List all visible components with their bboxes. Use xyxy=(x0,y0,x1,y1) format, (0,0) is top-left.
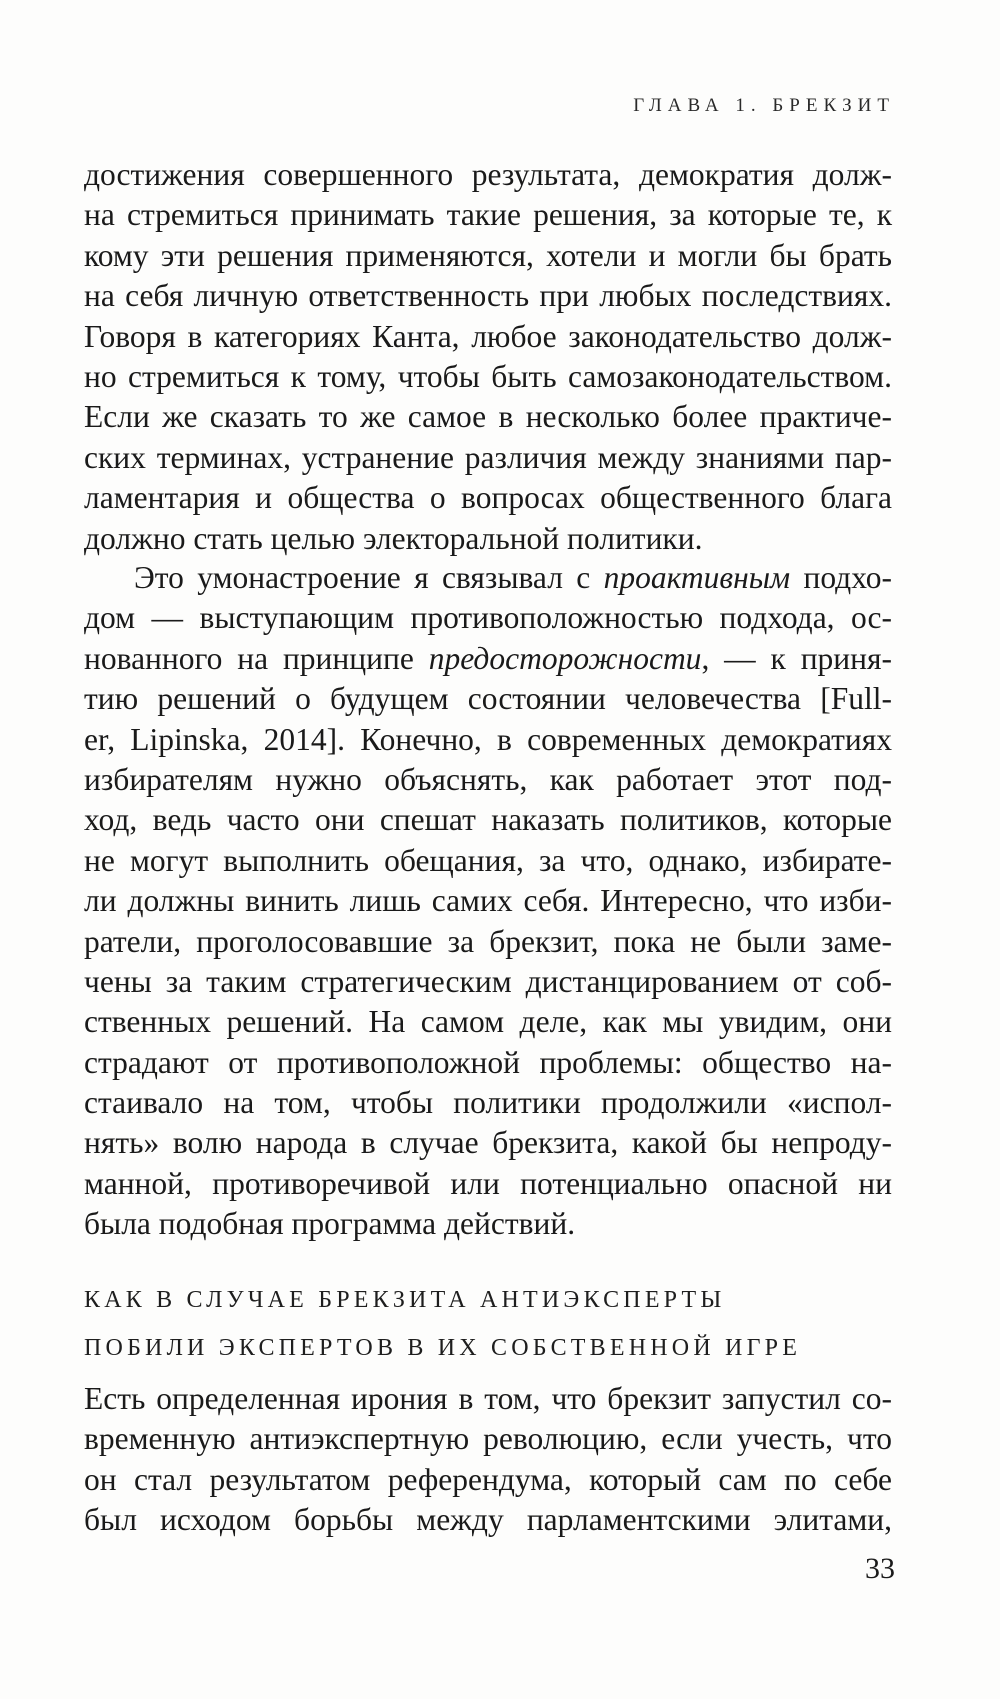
text-line: дом — выступающим противоположностью подхода, ос- xyxy=(84,600,892,636)
text-line xyxy=(84,558,892,598)
text-line: er, Lipinska, 2014]. Конечно, в современных демократиях xyxy=(84,721,892,757)
running-head: ГЛАВА 1. БРЕКЗИТ xyxy=(633,95,895,116)
italic-term: предосторожности xyxy=(428,640,702,676)
text-line: ратели, проголосовавшие за брекзит, пока не были заме- xyxy=(84,923,892,959)
text-run: Это умонастроение я связывал с xyxy=(134,560,604,595)
text-line: временную антиэкспертную революцию, если учесть, что xyxy=(84,1421,892,1457)
text-line: избирателям нужно объяснять, как работает этот под- xyxy=(84,761,892,797)
text-line: ственных решений. На самом деле, как мы увидим, они xyxy=(84,1004,892,1040)
text-line: был исходом борьбы между парламентскими элитами, xyxy=(84,1502,892,1538)
section-heading-line: ПОБИЛИ ЭКСПЕРТОВ В ИХ СОБСТВЕННОЙ ИГРЕ xyxy=(84,1335,802,1361)
paragraph-1 xyxy=(84,155,892,559)
section-heading xyxy=(84,1276,892,1372)
text-line: ли должны винить лишь самих себя. Интересно, что изби- xyxy=(84,883,892,919)
text-line: была подобная программа действий. xyxy=(84,1206,576,1242)
text-line: он стал результатом референдума, который сам по себе xyxy=(84,1461,892,1497)
text-line: Говоря в категориях Канта, любое законодательство долж- xyxy=(84,318,892,354)
text-line: нять» волю народа в случае брекзита, какой бы непроду- xyxy=(84,1125,892,1161)
paragraph-3 xyxy=(84,1379,892,1541)
text-line: достижения совершенного результата, демократия долж- xyxy=(84,157,892,192)
page-number: 33 xyxy=(865,1552,895,1585)
text-run: , — к приня- xyxy=(701,640,892,676)
text-line: чены за таким стратегическим дистанцированием от соб- xyxy=(84,963,892,999)
text-line: должно стать целью электоральной политики. xyxy=(84,520,703,556)
text-line: страдают от противоположной проблемы: общество на- xyxy=(84,1044,892,1080)
text-line: на стремиться принимать такие решения, за которые те, к xyxy=(84,197,892,233)
section-heading-line: КАК В СЛУЧАЕ БРЕКЗИТА АНТИЭКСПЕРТЫ xyxy=(84,1287,726,1313)
text-line: на себя личную ответственность при любых последствиях. xyxy=(84,278,892,314)
italic-term: проактивным xyxy=(603,560,791,595)
paragraph-2 xyxy=(84,558,892,1245)
text-line: но стремиться к тому, чтобы быть самозаконодательством. xyxy=(84,358,892,394)
text-run: нованного на принципе xyxy=(84,640,429,676)
text-run: подхо- xyxy=(790,560,892,595)
text-line: стаивало на том, чтобы политики продолжили «испол- xyxy=(84,1085,892,1121)
text-line: ламентария и общества о вопросах общественного блага xyxy=(84,480,892,516)
text-line: не могут выполнить обещания, за что, однако, избирате- xyxy=(84,842,892,878)
text-line xyxy=(84,639,892,679)
text-line: кому эти решения применяются, хотели и могли бы брать xyxy=(84,237,892,273)
text-line: ход, ведь часто они спешат наказать политиков, которые xyxy=(84,802,892,838)
text-line: Есть определенная ирония в том, что брекзит запустил со- xyxy=(84,1381,892,1416)
text-line: манной, противоречивой или потенциально опасной ни xyxy=(84,1165,892,1201)
text-line: тию решений о будущем состоянии человечества [Full- xyxy=(84,681,892,717)
text-line: ских терминах, устранение различия между знаниями пар- xyxy=(84,439,892,475)
text-line: Если же сказать то же самое в несколько более практиче- xyxy=(84,399,892,435)
